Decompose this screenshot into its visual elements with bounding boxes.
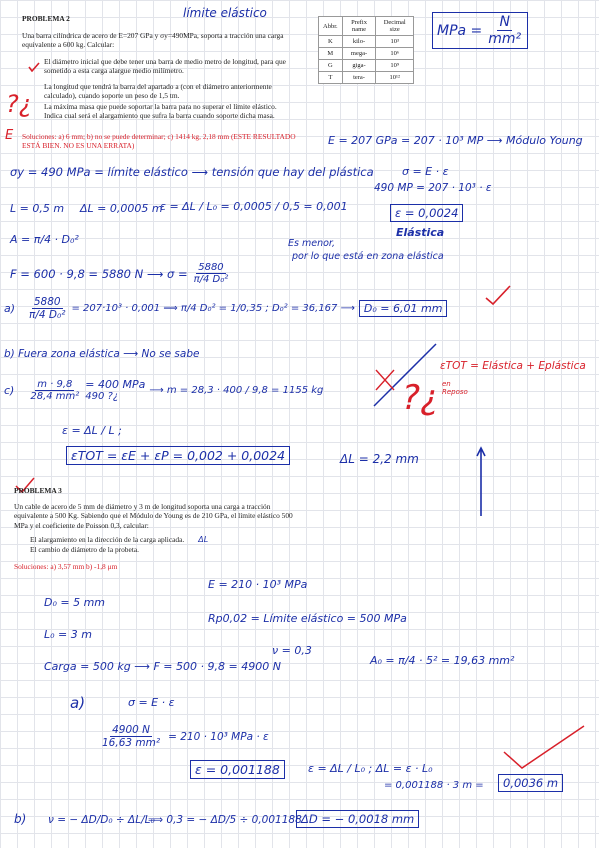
problem3-item-b: El cambio de diámetro de la probeta. <box>30 545 139 554</box>
strain-definition-c: ε = ΔL / L ; <box>62 424 122 437</box>
table-cell: mega- <box>342 48 376 60</box>
table-row <box>319 72 414 84</box>
problem3-item-a <box>30 535 208 544</box>
problem2-answer-a <box>4 296 447 321</box>
p3-answer-a-label: a) <box>70 694 86 712</box>
p3-stress-equation <box>100 724 269 749</box>
problem2-answer-c <box>4 378 323 402</box>
p3-a-rhs: = 210 · 10³ MPa · ε <box>168 730 269 743</box>
p3-strain-definition: ε = ΔL / L₀ ; ΔL = ε · L₀ <box>308 762 433 775</box>
problem2-solutions: Soluciones: a) 6 mm; b) no se puede determinar; c) 1414 kg, 2,18 mm (ESTE RESULTADO ESTÁ BIEN. NO ES UNA ERRATA) <box>22 132 296 151</box>
checkmark-icon <box>500 722 588 776</box>
p3-a-numerator: 4900 N <box>112 724 150 736</box>
table-row <box>319 36 414 48</box>
p3-young-modulus: E = 210 · 10³ MPa <box>208 578 308 591</box>
stress-substitution: 490 MP = 207 · 10³ · ε <box>374 182 492 194</box>
table-row <box>319 48 414 60</box>
answer-c-stress-alt: 490 ?¿ <box>85 391 119 402</box>
p3-yield-limit: Rp0,02 = Límite elástico = 500 MPa <box>208 612 407 625</box>
p3-diameter-change-box: ΔD = − 0,0018 mm <box>296 810 419 828</box>
epsilon-definition: ε = ΔL / L₀ = 0,0005 / 0,5 = 0,001 <box>160 200 348 213</box>
problem2-item-a: El diámetro inicial que debe tener una barra de medio metro de longitud, para que sometido a esta carga alargue medio milímetro. <box>44 57 286 76</box>
p3-poisson: ν = 0,3 <box>272 644 312 657</box>
answer-c-numerator: m · 9,8 <box>37 378 73 390</box>
mpa-unit-box <box>432 12 528 49</box>
p3-poisson-equation: ν = − ΔD/D₀ ÷ ΔL/L₀ <box>48 814 155 826</box>
p3-strain-result-box: ε = 0,001188 <box>190 760 285 779</box>
p3-answer-b-label: b) <box>14 812 27 826</box>
sigma-numerator: 5880 <box>198 262 224 273</box>
table-header: Decimal size <box>376 17 414 36</box>
item-a-annotation: ΔL <box>198 535 209 544</box>
p3-poisson-substitution: ⟹ 0,3 = − ΔD/5 ÷ 0,001188 <box>148 814 302 826</box>
table-header-row <box>319 17 414 36</box>
table-cell: 10⁶ <box>376 48 414 60</box>
table-cell: 10³ <box>376 36 414 48</box>
etot-note: εTOT = Elástica + Eplástica <box>440 360 586 372</box>
table-row <box>319 60 414 72</box>
annotation-question: ?¿ <box>6 90 32 118</box>
sigma-y-line: σy = 490 MPa = límite elástico ⟶ tensión que hay del plástica <box>10 165 374 179</box>
prefix-table <box>318 16 414 84</box>
table-header: Prefix name <box>342 17 376 36</box>
arrow-up-icon <box>476 446 486 522</box>
table-cell: 10⁹ <box>376 60 414 72</box>
p3-a-denominator: 16,63 mm² <box>102 737 161 749</box>
mpa-label: MPa = <box>437 22 483 39</box>
answer-c-stress: = 400 MPa <box>85 378 146 391</box>
table-cell: G <box>319 60 343 72</box>
p3-elongation-result-box: 0,0036 m <box>498 774 563 792</box>
delta-L: ΔL = 0,0005 m <box>80 202 163 215</box>
problem2-statement: Una barra cilíndrica de acero de E=207 GPa y σy=490MPa, soporta a tracción una carga equivalente a 600 kg. Calcular: <box>22 31 284 50</box>
table-cell: K <box>319 36 343 48</box>
answer-a-steps: = 207·10³ · 0,001 ⟹ π/4 D₀² = 1/0,35 ; D₀² = 36,167 ⟶ <box>71 303 355 314</box>
answer-c-label: c) <box>4 383 15 397</box>
annotation-limite-elastico: límite elástico <box>183 6 267 20</box>
zona-elastica-note: por lo que está en zona elástica <box>292 251 444 262</box>
total-strain-box: εTOT = εE + εP = 0,002 + 0,0024 <box>66 446 290 465</box>
problem2-item-b: La longitud que tendrá la barra del apartado a (con el diámetro anteriormente calculado), cuando soporte un peso de 1,5 tm. <box>44 82 272 101</box>
annotation-e: E <box>5 128 14 143</box>
problem3-statement: Un cable de acero de 5 mm de diámetro y 3 m de longitud soporta una carga a tracción equivalente a 500 Kg. Sabiendo que el Módulo de Young es de 210 GPa, el límite elástico 500 MPa y el coeficiente de Poisson 0,3, calcular: <box>14 502 293 530</box>
table-cell: kilo- <box>342 36 376 48</box>
table-cell: giga- <box>342 60 376 72</box>
mpa-numerator: N <box>499 14 510 30</box>
p3-stress-law: σ = E · ε <box>128 696 175 709</box>
length-L: L = 0,5 m <box>10 202 65 215</box>
table-cell: T <box>319 72 343 84</box>
sigma-denominator: π/4 D₀² <box>193 274 229 285</box>
force-line <box>10 262 230 285</box>
en-reposo-note: en Reposo <box>442 380 468 396</box>
checkmark-icon <box>28 57 38 65</box>
diameter-result-box: D₀ = 6,01 mm <box>359 300 448 317</box>
p3-area: A₀ = π/4 · 5² = 19,63 mm² <box>370 654 515 667</box>
answer-c-mass: ⟶ m = 28,3 · 400 / 9,8 = 1155 kg <box>149 384 324 396</box>
es-menor-note: Es menor, <box>288 238 335 249</box>
p3-initial-length: L₀ = 3 m <box>44 628 92 641</box>
answer-a-numerator: 5880 <box>33 296 61 308</box>
table-cell: tera- <box>342 72 376 84</box>
annotation-question-big: ?¿ <box>402 378 439 418</box>
answer-a-denominator: π/4 D₀² <box>29 309 66 321</box>
area-formula: A = π/4 · D₀² <box>10 233 79 246</box>
checkmark-icon <box>484 284 512 310</box>
force-expression: F = 600 · 9,8 = 5880 N ⟶ σ = <box>10 266 188 281</box>
stress-law: σ = E · ε <box>402 165 449 178</box>
elastica-label: Elástica <box>396 226 445 239</box>
p3-load: Carga = 500 kg ⟶ F = 500 · 9,8 = 4900 N <box>44 660 281 673</box>
answer-a-label: a) <box>4 302 16 315</box>
problem3-title: PROBLEMA 3 <box>14 486 62 495</box>
mpa-denominator: mm² <box>488 31 522 47</box>
table-header: Abbr. <box>319 17 343 36</box>
answer-c-denominator: 28,4 mm² <box>30 390 80 402</box>
p3-elongation-calc: = 0,001188 · 3 m = <box>384 780 484 791</box>
problem2-answer-b: b) Fuera zona elástica ⟶ No se sabe <box>4 348 200 360</box>
epsilon-result-box: ε = 0,0024 <box>390 204 463 222</box>
problem2-title: PROBLEMA 2 <box>22 14 70 23</box>
young-modulus-line: E = 207 GPa = 207 · 10³ MP ⟶ Módulo Young <box>328 134 583 147</box>
table-cell: 10¹² <box>376 72 414 84</box>
problem3-solutions: Soluciones: a) 3,57 mm b) -1,8 μm <box>14 562 118 571</box>
problem2-item-c: La máxima masa que puede soportar la barra para no superar el límite elástico. Indica cual será el alargamiento que sufra la barra cuando soporte dicha masa. <box>44 102 277 121</box>
elongation-result-c: ΔL = 2,2 mm <box>340 452 419 466</box>
problem3-item-a-text: El alargamiento en la dirección de la carga aplicada. <box>30 535 185 544</box>
table-cell: M <box>319 48 343 60</box>
p3-initial-diameter: D₀ = 5 mm <box>44 596 106 609</box>
